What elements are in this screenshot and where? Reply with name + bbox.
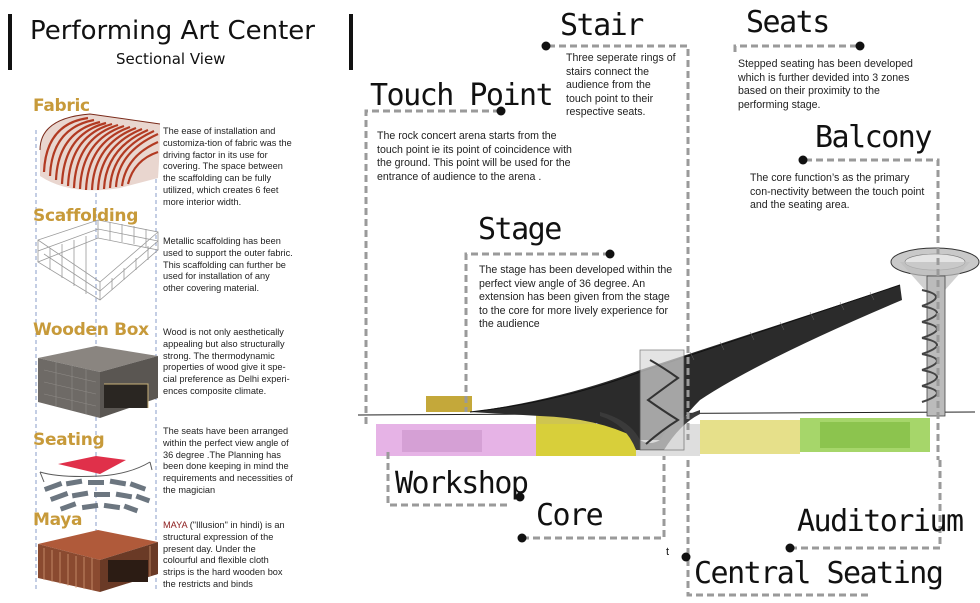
seats-label: Seats bbox=[746, 5, 829, 40]
layer-heading-scaffolding: Scaffolding bbox=[33, 206, 139, 226]
workshop-label: Workshop bbox=[395, 466, 528, 501]
stray-mark: t bbox=[666, 546, 670, 558]
stair-text: Three seperate rings of stairs connect the audience from the touch point to their respective seats. bbox=[566, 52, 676, 119]
stage-label: Stage bbox=[478, 212, 561, 247]
balcony-label: Balcony bbox=[815, 120, 931, 155]
auditorium-label: Auditorium bbox=[797, 504, 963, 539]
touch-point-text: The rock concert arena starts from the touch point ie its point of coincidence with the ground. This point will be used for the entrance of audience to the arena . bbox=[377, 130, 572, 183]
page-subtitle: Sectional View bbox=[116, 50, 226, 68]
balcony-text: The core function’s as the primary con-nectivity between the touch point and the seating area. bbox=[750, 172, 925, 212]
layer-text-scaffolding: Metallic scaffolding has been used to support the outer fabric. This scaffolding can further be used for installation of any other covering material. bbox=[163, 236, 293, 294]
maya-text: ("Illusion" in hindi) is an structural expression of the present day. Under the colourful and flexible cloth strips is the hard wooden box the restricts and binds bbox=[163, 520, 285, 589]
page-title: Performing Art Center bbox=[30, 16, 315, 46]
seats-text: Stepped seating has been developed which is further devided into 3 zones based on their proximity to the performing stage. bbox=[738, 58, 913, 111]
layer-text-wooden-box: Wood is not only aesthetically appealing but also structurally strong. The thermodynamic properties of wood give it spe-cial preference as Delhi experi-ences composite climate. bbox=[163, 327, 290, 396]
layer-heading-seating: Seating bbox=[33, 430, 105, 450]
layer-text-fabric: The ease of installation and customiza-tion of fabric was the driving factor in its use for covering. The space between the scaffolding can be fully utilized, which creates 6 feet more interior width. bbox=[163, 126, 292, 207]
touch-point-label: Touch Point bbox=[370, 78, 553, 113]
layer-text-seating: The seats have been arranged within the perfect view angle of 36 degree .The Planning has been done keeping in mind the requirements and necessities of the magician bbox=[163, 426, 293, 495]
stage-text: The stage has been developed within the perfect view angle of 36 degree. An extension has been given from the stage to the core for more lively experience for the audience bbox=[479, 264, 673, 331]
layer-heading-maya: Maya bbox=[33, 510, 83, 530]
layer-heading-fabric: Fabric bbox=[33, 96, 90, 116]
core-label: Core bbox=[536, 498, 603, 533]
maya-highlight: MAYA bbox=[163, 520, 188, 530]
layer-heading-wooden-box: Wooden Box bbox=[33, 320, 149, 340]
central-seating-label: Central Seating bbox=[694, 556, 943, 591]
stair-label: Stair bbox=[560, 8, 643, 43]
